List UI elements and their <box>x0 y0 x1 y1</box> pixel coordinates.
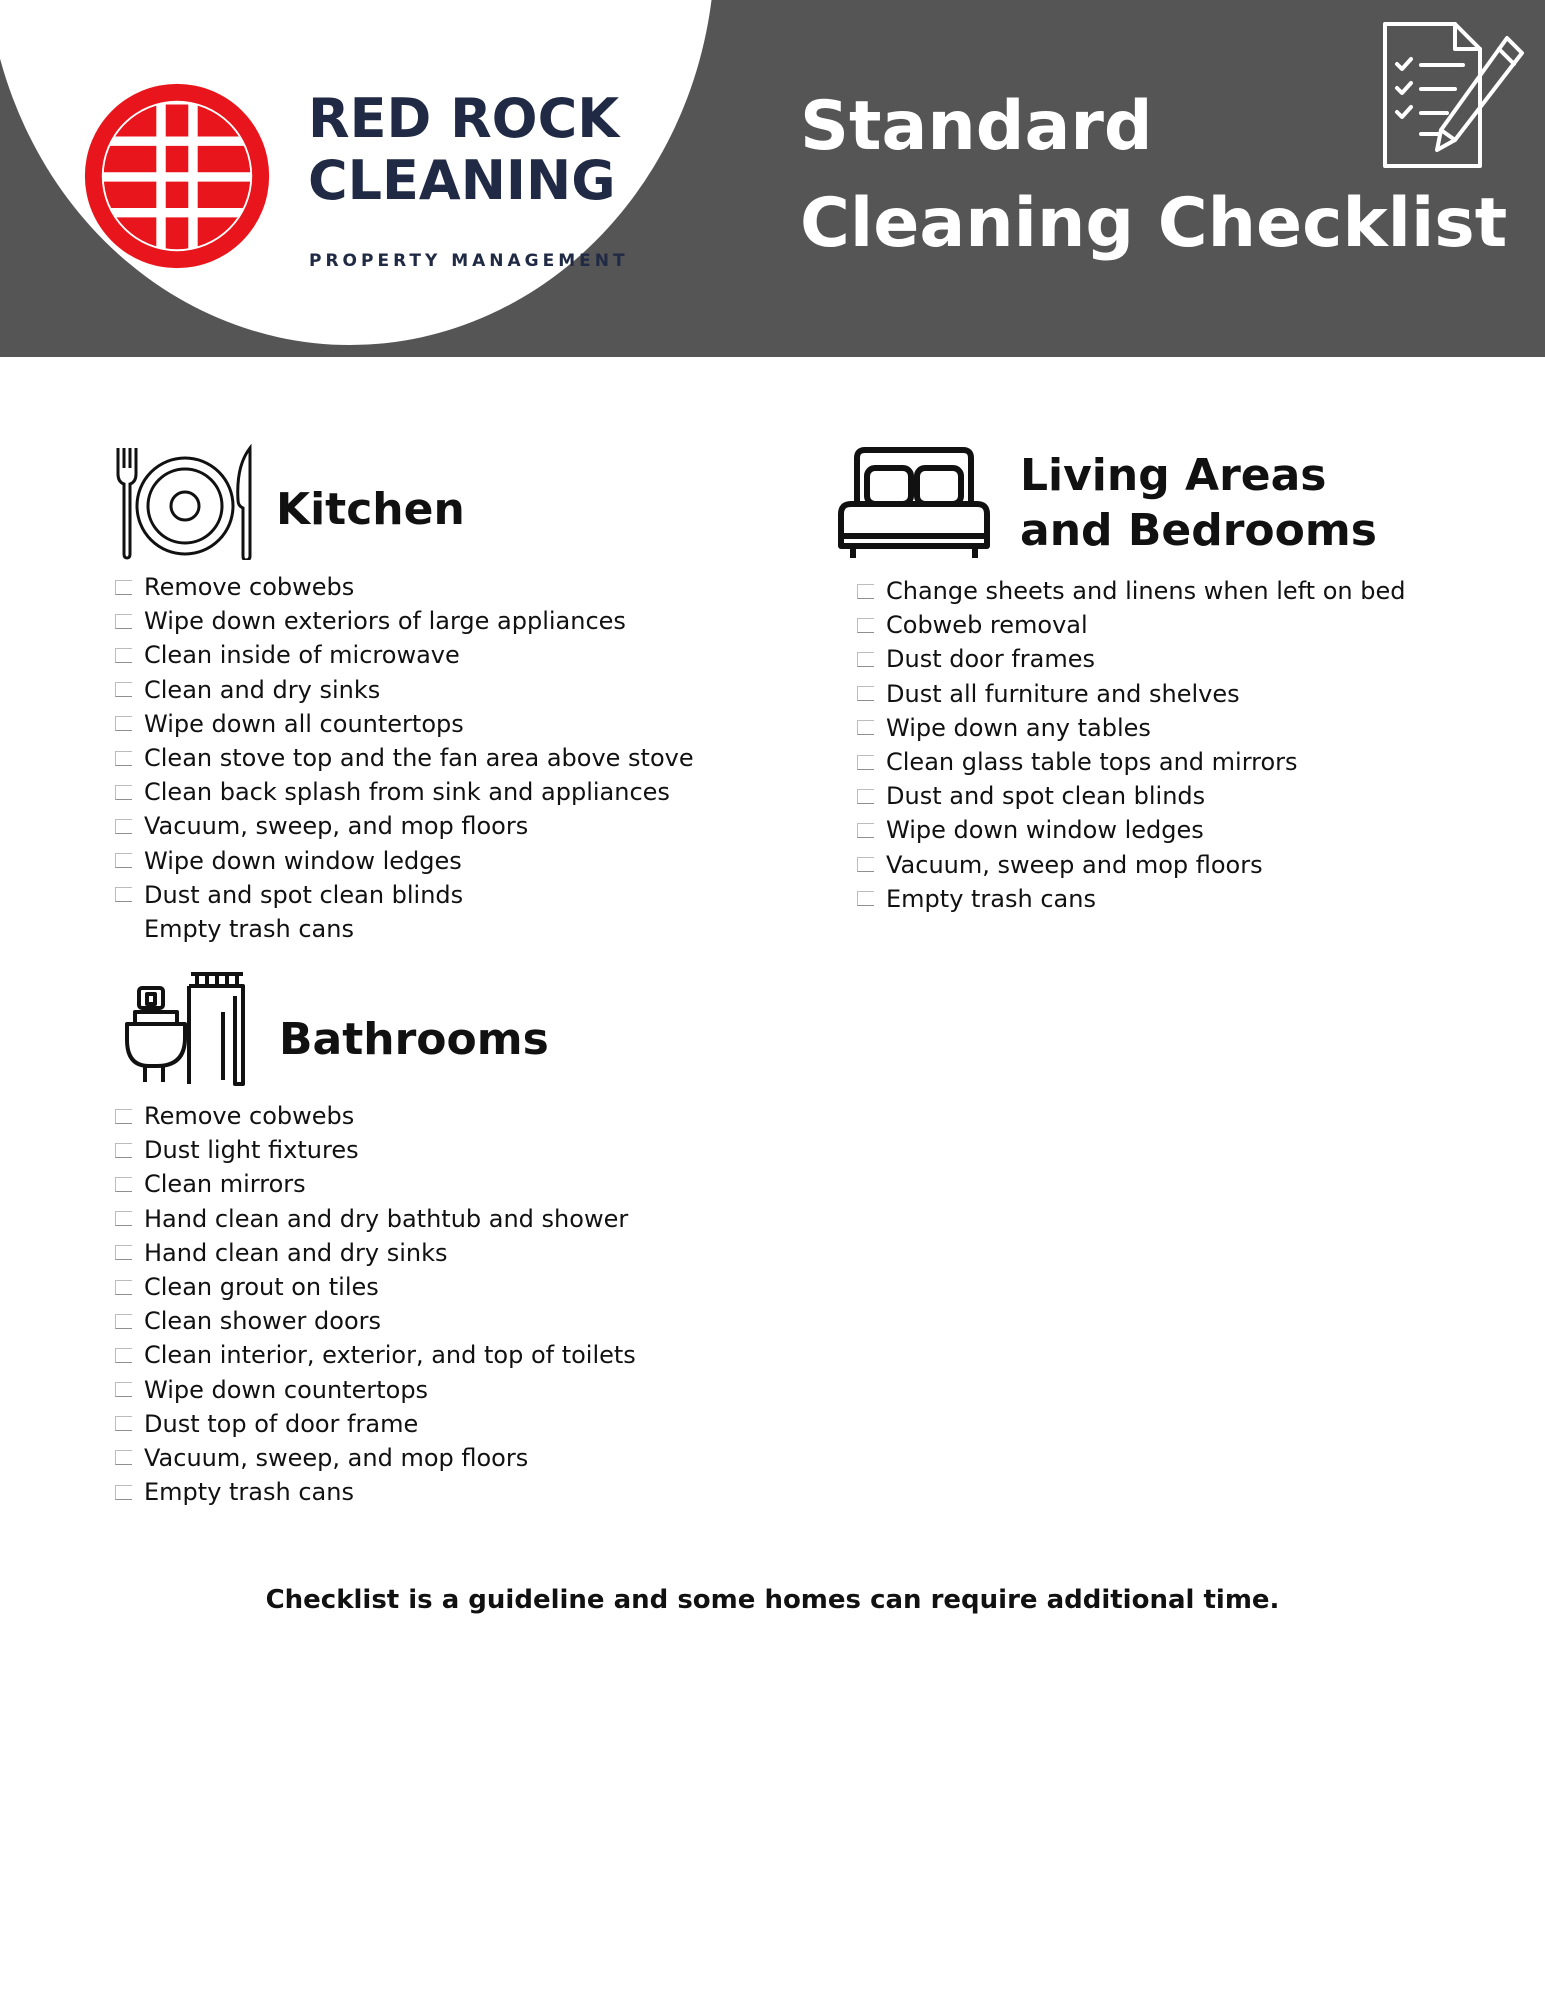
checklist-item[interactable] <box>115 638 694 672</box>
living-checklist <box>857 574 1405 916</box>
checkbox[interactable] <box>115 682 132 697</box>
checklist-item-text: Empty trash cans <box>144 1478 354 1507</box>
checklist-item[interactable] <box>857 813 1405 847</box>
checklist-item-text: Wipe down all countertops <box>144 709 464 738</box>
checkbox[interactable] <box>115 1143 132 1158</box>
checklist-item[interactable] <box>115 878 694 912</box>
checkbox[interactable] <box>115 1416 132 1431</box>
checkbox[interactable] <box>115 1280 132 1295</box>
checklist-item[interactable] <box>115 1133 636 1167</box>
checklist-item[interactable] <box>115 1099 636 1133</box>
checkbox[interactable] <box>857 755 874 770</box>
checklist-item-text: Clean glass table tops and mirrors <box>886 748 1298 777</box>
checklist-item-text: Hand clean and dry sinks <box>144 1238 448 1267</box>
checkbox[interactable] <box>115 716 132 731</box>
checklist-item[interactable] <box>115 1407 636 1441</box>
page-title-line2: Cleaning Checklist <box>800 184 1508 263</box>
checklist-item[interactable] <box>857 779 1405 813</box>
checklist-item[interactable] <box>857 677 1405 711</box>
checklist-item-text: Hand clean and dry bathtub and shower <box>144 1204 629 1233</box>
checklist-item[interactable] <box>115 775 694 809</box>
checklist-item-text: Wipe down exteriors of large appliances <box>144 607 626 636</box>
checkbox[interactable] <box>857 823 874 838</box>
checkbox[interactable] <box>115 580 132 595</box>
checklist-item[interactable] <box>857 848 1405 882</box>
checklist-item[interactable] <box>115 1236 636 1270</box>
checklist-item-text: Vacuum, sweep and mop floors <box>886 850 1263 879</box>
checklist-item-text: Clean grout on tiles <box>144 1273 379 1302</box>
checkbox[interactable] <box>115 1245 132 1260</box>
checkbox[interactable] <box>115 1348 132 1363</box>
checkbox[interactable] <box>115 1314 132 1329</box>
checklist-item-text: Clean and dry sinks <box>144 675 381 704</box>
checkbox[interactable] <box>115 751 132 766</box>
checklist-item-text: Wipe down countertops <box>144 1375 429 1404</box>
checkbox[interactable] <box>115 1450 132 1465</box>
checklist-item[interactable] <box>115 604 694 638</box>
checklist-item-text: Dust top of door frame <box>144 1409 419 1438</box>
brand-name <box>308 88 619 212</box>
header-banner <box>0 0 1545 357</box>
checkbox[interactable] <box>115 819 132 834</box>
brand-name-line2: CLEANING <box>308 149 616 212</box>
checkbox[interactable] <box>857 652 874 667</box>
checklist-item-text: Vacuum, sweep, and mop floors <box>144 1443 529 1472</box>
checklist-item[interactable] <box>115 1338 636 1372</box>
checkbox[interactable] <box>115 1109 132 1124</box>
checklist-item[interactable] <box>857 642 1405 676</box>
checkbox[interactable] <box>115 1211 132 1226</box>
bed-icon <box>837 444 991 560</box>
checklist-item[interactable] <box>115 809 694 843</box>
brand-name-line1: RED ROCK <box>308 87 620 150</box>
checklist-item-text: Dust all furniture and shelves <box>886 679 1240 708</box>
checkbox[interactable] <box>857 857 874 872</box>
checklist-item-text: Wipe down any tables <box>886 713 1151 742</box>
checklist-item[interactable] <box>857 882 1405 916</box>
brand-subtitle: PROPERTY MANAGEMENT <box>309 251 629 271</box>
checklist-item-text: Remove cobwebs <box>144 1102 355 1131</box>
checklist-item-text: Cobweb removal <box>886 611 1088 640</box>
bathrooms-heading: Bathrooms <box>279 1014 549 1065</box>
living-heading <box>1020 448 1377 558</box>
checkbox[interactable] <box>857 618 874 633</box>
checklist-item[interactable] <box>857 711 1405 745</box>
checklist-item-text: Change sheets and linens when left on bed <box>886 577 1406 606</box>
checklist-item <box>115 912 694 946</box>
checkbox[interactable] <box>115 853 132 868</box>
checklist-item[interactable] <box>857 608 1405 642</box>
checkbox[interactable] <box>115 648 132 663</box>
checklist-item[interactable] <box>115 844 694 878</box>
checklist-item-text: Clean shower doors <box>144 1307 381 1336</box>
bathtub-shower-icon <box>123 972 247 1088</box>
living-heading-line1: Living Areas <box>1020 450 1327 501</box>
page-title-line1: Standard <box>800 87 1153 166</box>
checklist-item-text: Empty trash cans <box>886 884 1096 913</box>
checklist-item[interactable] <box>115 1270 636 1304</box>
checklist-item-text: Wipe down window ledges <box>144 846 462 875</box>
checklist-item[interactable] <box>857 745 1405 779</box>
checklist-item-text: Dust and spot clean blinds <box>144 880 464 909</box>
checkbox[interactable] <box>115 887 132 902</box>
checklist-pencil-icon <box>1375 18 1530 170</box>
checkbox[interactable] <box>857 584 874 599</box>
living-heading-line2: and Bedrooms <box>1020 505 1377 556</box>
checklist-item[interactable] <box>115 1475 636 1509</box>
checklist-item[interactable] <box>115 741 694 775</box>
checklist-item[interactable] <box>857 574 1405 608</box>
checklist-item-text: Clean back splash from sink and appliances <box>144 778 670 807</box>
bathrooms-checklist <box>115 1099 636 1509</box>
checklist-item-text: Wipe down window ledges <box>886 816 1204 845</box>
checkbox[interactable] <box>857 891 874 906</box>
checklist-item[interactable] <box>115 1373 636 1407</box>
checklist-item-text: Clean mirrors <box>144 1170 306 1199</box>
checkbox[interactable] <box>857 720 874 735</box>
checklist-item-text: Empty trash cans <box>144 914 354 943</box>
checklist-item[interactable] <box>115 1167 636 1201</box>
plate-fork-knife-icon <box>114 444 256 560</box>
checklist-item-text: Dust light fixtures <box>144 1136 359 1165</box>
checklist-item[interactable] <box>115 1202 636 1236</box>
checklist-item-text: Vacuum, sweep, and mop floors <box>144 812 529 841</box>
checklist-item[interactable] <box>115 707 694 741</box>
checkbox[interactable] <box>857 686 874 701</box>
checklist-item-text: Clean stove top and the fan area above stove <box>144 744 694 773</box>
kitchen-checklist <box>115 570 694 946</box>
checklist-item-text: Clean inside of microwave <box>144 641 460 670</box>
checklist-item-text: Dust door frames <box>886 645 1096 674</box>
globe-logo-icon <box>83 82 271 270</box>
checklist-item-text: Remove cobwebs <box>144 573 355 602</box>
checklist-item[interactable] <box>115 570 694 604</box>
checklist-item[interactable] <box>115 1304 636 1338</box>
checkbox[interactable] <box>115 614 132 629</box>
checklist-item-text: Clean interior, exterior, and top of toilets <box>144 1341 636 1370</box>
checklist-item[interactable] <box>115 1441 636 1475</box>
checkbox[interactable] <box>115 785 132 800</box>
checkbox[interactable] <box>115 1177 132 1192</box>
checklist-item[interactable] <box>115 673 694 707</box>
checklist-item-text: Dust and spot clean blinds <box>886 782 1206 811</box>
checkbox[interactable] <box>857 789 874 804</box>
checkbox[interactable] <box>115 1382 132 1397</box>
kitchen-heading: Kitchen <box>276 484 465 535</box>
checkbox[interactable] <box>115 1485 132 1500</box>
footer-note: Checklist is a guideline and some homes can require additional time. <box>265 1585 1280 1615</box>
